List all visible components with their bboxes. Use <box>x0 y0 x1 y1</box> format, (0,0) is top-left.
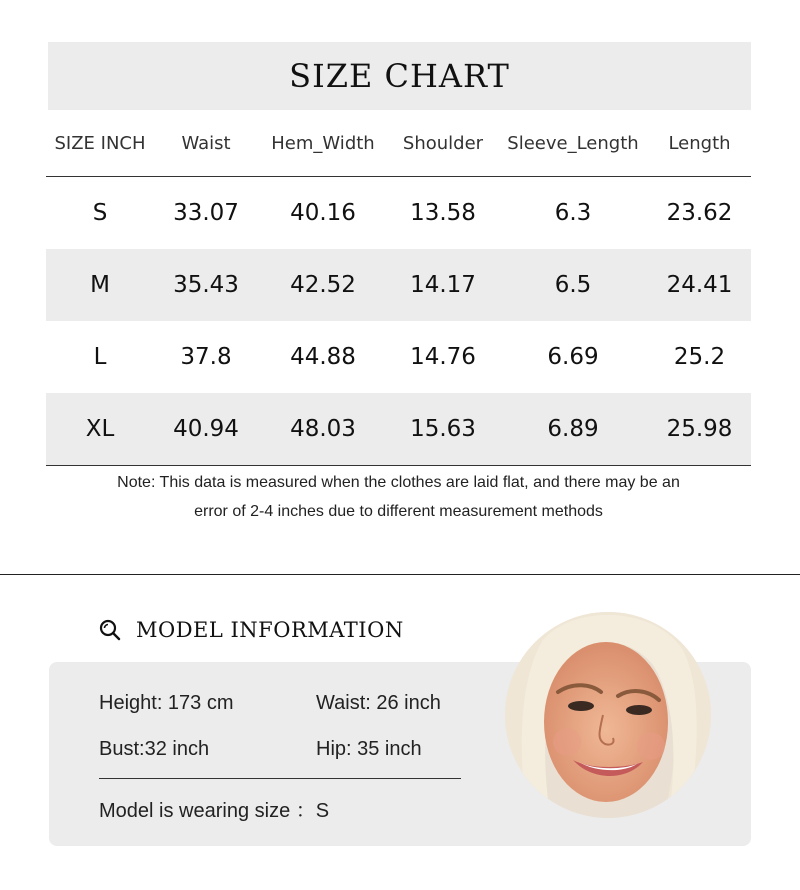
table-cell: 13.58 <box>410 200 476 226</box>
table-row <box>46 393 751 466</box>
table-cell: 14.76 <box>410 344 476 370</box>
model-bust: Bust:32 inch <box>99 738 210 760</box>
table-row <box>46 177 751 249</box>
table-cell: L <box>93 344 107 370</box>
model-wearing-size: Model is wearing size ：S <box>99 800 330 822</box>
header-cell-size: SIZE INCH <box>54 132 146 154</box>
table-cell: 6.5 <box>554 272 592 298</box>
table-cell: M <box>90 272 110 298</box>
model-info-title: MODEL INFORMATION <box>136 618 404 642</box>
table-header-row <box>46 110 751 177</box>
table-cell: 44.88 <box>290 344 356 370</box>
table-cell: 14.17 <box>410 272 476 298</box>
table-cell: 15.63 <box>410 416 476 442</box>
table-cell: S <box>92 200 108 226</box>
table-cell: 40.94 <box>173 416 239 442</box>
table-cell: 23.62 <box>666 200 733 226</box>
table-cell: 35.43 <box>173 272 239 298</box>
header-cell-shoulder: Shoulder <box>402 132 484 154</box>
table-cell: 42.52 <box>290 272 356 298</box>
table-cell: 6.3 <box>554 200 592 226</box>
model-photo <box>503 610 713 820</box>
size-table <box>46 110 751 466</box>
page-title: SIZE CHART <box>289 57 510 95</box>
table-cell: 24.41 <box>666 272 733 298</box>
table-row <box>46 321 751 393</box>
measurement-note <box>46 468 751 526</box>
title-band <box>48 42 751 110</box>
model-height: Height: 173 cm <box>99 692 234 714</box>
card-divider <box>99 778 461 779</box>
table-row <box>46 249 751 321</box>
model-hip: Hip: 35 inch <box>316 738 422 760</box>
section-divider <box>0 574 800 575</box>
table-cell: XL <box>85 416 115 442</box>
table-cell: 37.8 <box>180 344 232 370</box>
table-cell: 33.07 <box>173 200 239 226</box>
table-cell: 6.89 <box>547 416 599 442</box>
note-line-1: Note: This data is measured when the clothes are laid flat, and there may be an <box>117 474 680 491</box>
table-cell: 25.98 <box>666 416 733 442</box>
note-line-2: error of 2-4 inches due to different measurement methods <box>194 503 603 520</box>
search-icon <box>98 618 122 642</box>
table-cell: 40.16 <box>290 200 356 226</box>
model-info-heading <box>98 618 404 642</box>
table-cell: 6.69 <box>547 344 599 370</box>
table-cell: 25.2 <box>673 344 726 370</box>
header-cell-length: Length <box>668 132 731 154</box>
header-cell-hem-width: Hem_Width <box>271 132 375 154</box>
table-cell: 48.03 <box>290 416 356 442</box>
header-cell-sleeve-length: Sleeve_Length <box>507 132 639 154</box>
model-waist: Waist: 26 inch <box>316 692 441 714</box>
header-cell-waist: Waist <box>181 132 231 154</box>
